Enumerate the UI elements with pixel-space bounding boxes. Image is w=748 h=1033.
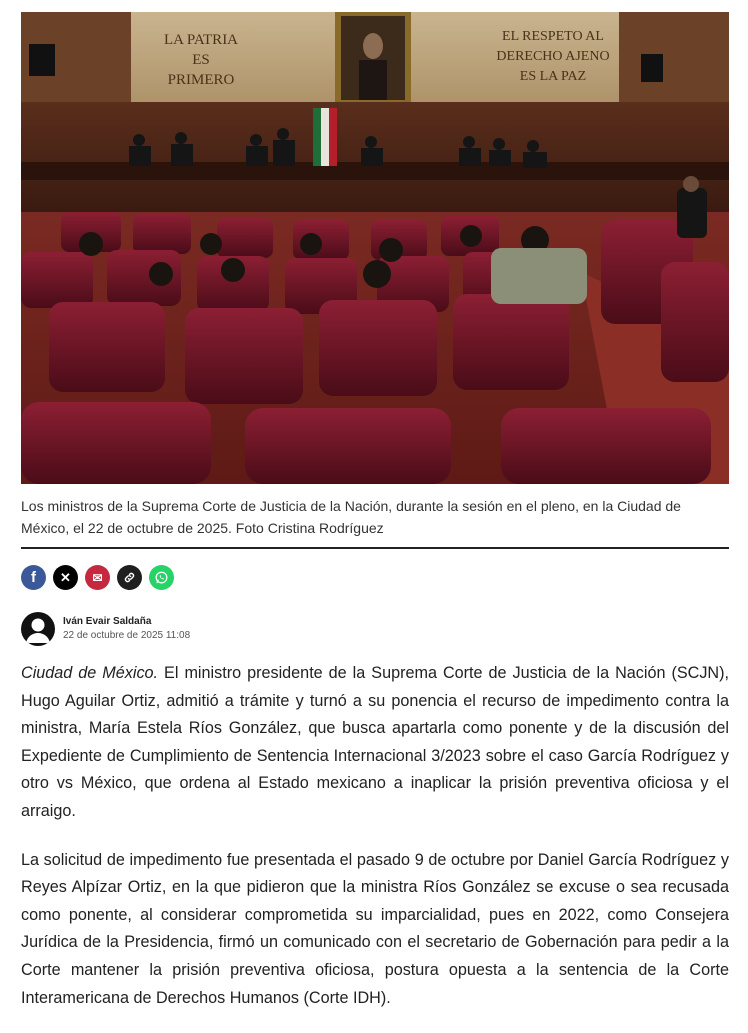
avatar bbox=[21, 612, 55, 646]
wall-inscription-left-2: ES bbox=[192, 52, 210, 68]
divider bbox=[21, 547, 729, 549]
courtroom-illustration bbox=[21, 12, 729, 484]
wall-inscription-right-2: DERECHO AJENO bbox=[496, 49, 610, 64]
link-icon bbox=[123, 571, 136, 584]
photo-caption: Los ministros de la Suprema Corte de Justicia de la Nación, durante la sesión en el pleno, en la Ciudad de México, el 22 de octubre de 2025. Foto Cristina Rodríguez bbox=[21, 498, 681, 536]
email-icon: ✉ bbox=[92, 570, 103, 585]
whatsapp-icon bbox=[154, 570, 169, 585]
whatsapp-share-button[interactable] bbox=[149, 565, 174, 590]
wall-inscription-left-1: LA PATRIA bbox=[163, 32, 239, 48]
paragraph-1-text: El ministro presidente de la Suprema Corte de Justicia de la Nación (SCJN), Hugo Aguilar Ortiz, admitió a trámite y turnó a su ponencia el recurso de impedimento contra la ministra, María Estela Ríos González, que busca apartarla como ponente y de la discusión del Expediente de Cumplimiento de Sentencia Internacional 3/2023 sobre el caso García Rodríguez y otro vs México, que ordena al Estado mexicano a inaplicar la prisión preventiva oficiosa y el arraigo. bbox=[21, 664, 729, 820]
wall-inscription-right-1: EL RESPETO AL bbox=[502, 29, 604, 44]
share-bar bbox=[21, 565, 174, 590]
user-icon bbox=[21, 612, 55, 646]
email-share-button[interactable] bbox=[85, 565, 110, 590]
paragraph-1 bbox=[21, 660, 729, 826]
facebook-share-button[interactable] bbox=[21, 565, 46, 590]
paragraph-2: La solicitud de impedimento fue presentada el pasado 9 de octubre por Daniel García Rodríguez y Reyes Alpízar Ortiz, en la que pidieron que la ministra Ríos González se excuse o sea recusada como ponente, al considerar comprometida su imparcialidad, pues en 2022, como Consejera Jurídica de la Presidencia, firmó un comunicado con el secretario de Gobernación para pedir a la Corte mantener la prisión preventiva oficiosa, postura opuesta a la sentencia de la Corte Interamericana de Derechos Humanos (Corte IDH). bbox=[21, 850, 729, 1007]
article-body bbox=[21, 660, 729, 1033]
publish-date: 22 de octubre de 2025 11:08 bbox=[63, 629, 191, 641]
x-icon: ✕ bbox=[60, 569, 71, 585]
x-share-button[interactable] bbox=[53, 565, 78, 590]
author-block bbox=[21, 612, 190, 646]
facebook-icon: f bbox=[31, 569, 36, 586]
article-photo bbox=[21, 12, 729, 484]
wall-inscription-left-3: PRIMERO bbox=[167, 72, 235, 88]
copy-link-button[interactable] bbox=[117, 565, 142, 590]
wall-inscription-right-3: ES LA PAZ bbox=[519, 69, 587, 84]
author-name[interactable]: Iván Evair Saldaña bbox=[63, 615, 152, 627]
dateline: Ciudad de México. bbox=[21, 664, 159, 682]
